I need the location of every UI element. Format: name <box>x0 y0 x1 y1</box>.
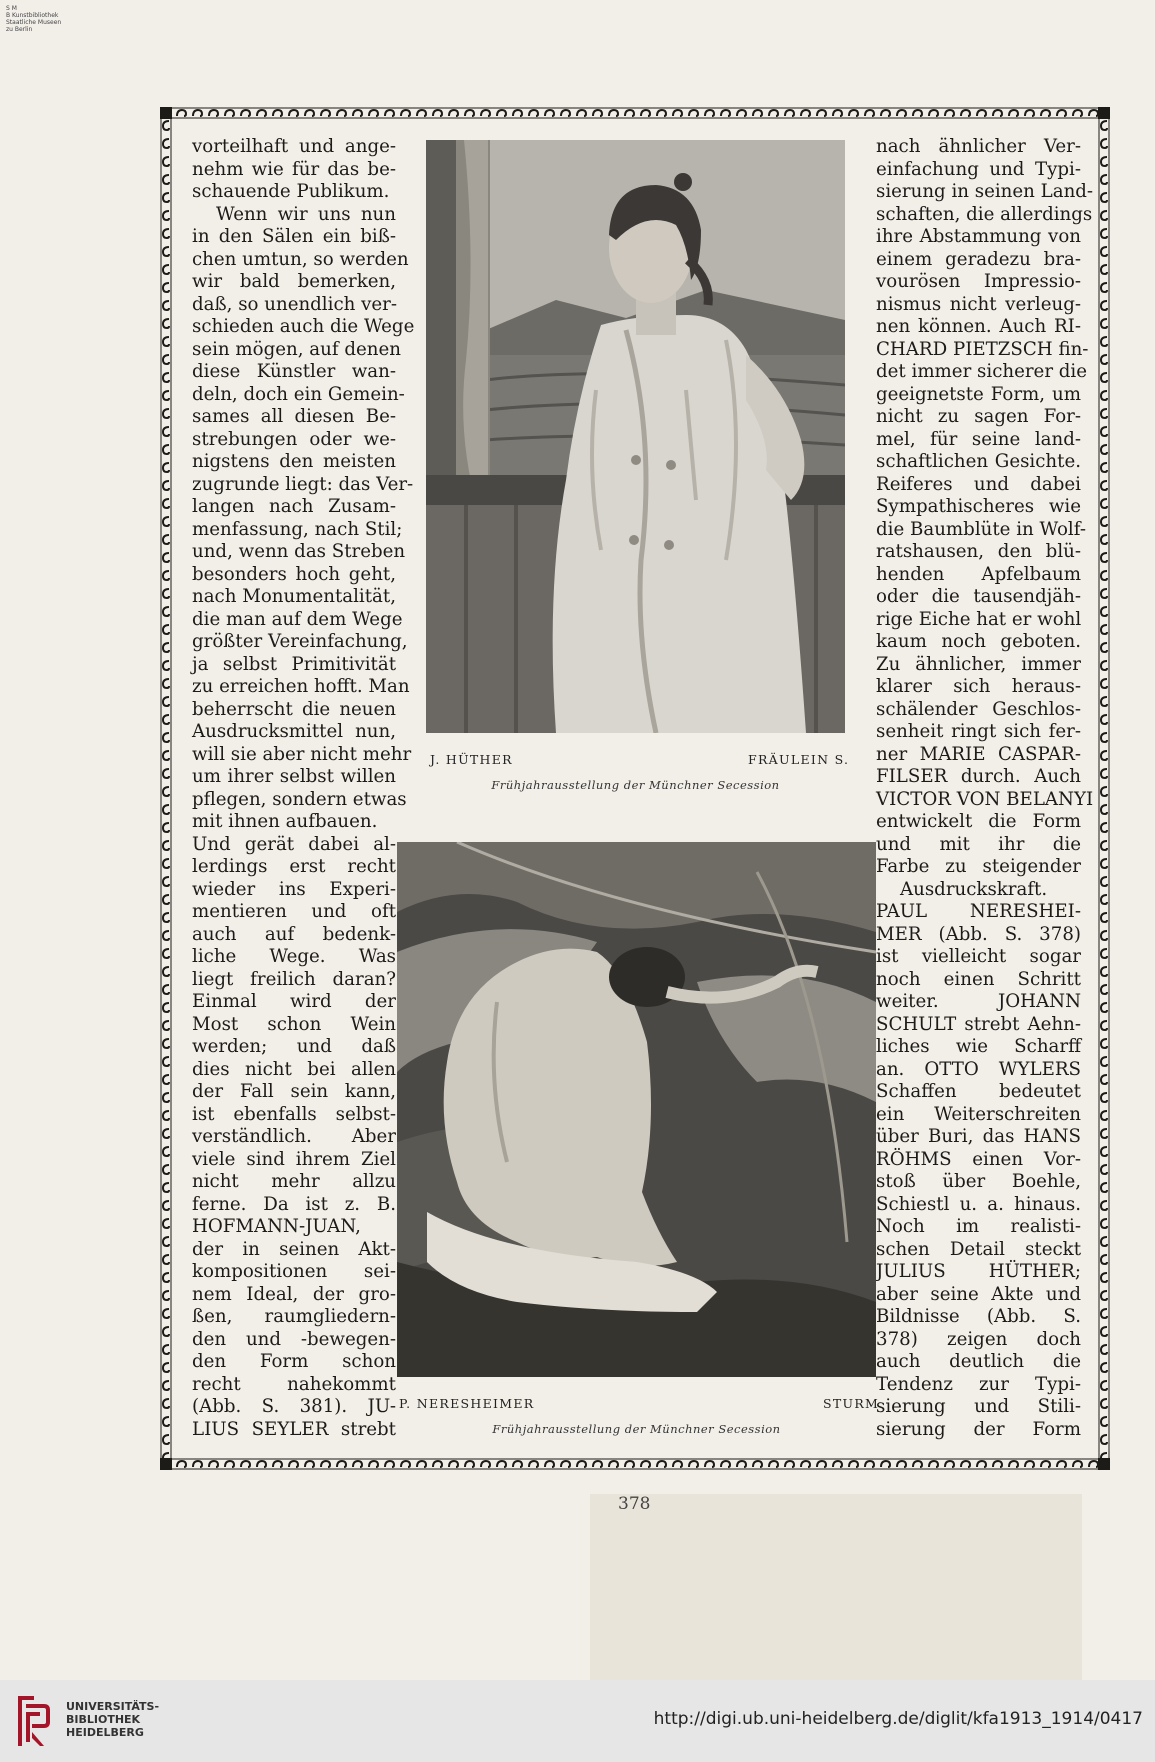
ornament-border-bottom <box>160 1458 1110 1470</box>
university-library-logo-icon <box>14 1692 54 1750</box>
text-line: über Buri, das HANS <box>876 1126 1081 1147</box>
text-line: weiter. JOHANN <box>876 991 1081 1012</box>
text-line: schaftlichen Gesichte. <box>876 451 1081 472</box>
text-line: der in seinen Akt- <box>192 1238 396 1260</box>
text-line: entwickelt die Form <box>876 811 1081 832</box>
text-line: lerdings erst recht <box>192 856 396 877</box>
text-line: einfachung und Typi- <box>876 158 1081 180</box>
text-line: sierung in seinen Land- <box>876 181 1094 202</box>
text-line: ein Weiterschreiten <box>876 1103 1081 1125</box>
text-line: klarer sich heraus- <box>876 676 1081 697</box>
footer-bar <box>0 1680 1155 1762</box>
text-column-right <box>876 136 1094 1441</box>
text-line: auch deutlich die <box>876 1351 1081 1372</box>
painting-fraeulein-s <box>426 140 845 733</box>
stamp-line: S M <box>6 5 17 12</box>
text-line: den und -bewegen- <box>192 1328 396 1350</box>
text-line: noch einen Schritt <box>876 968 1081 990</box>
text-line: zu erreichen hofft. Man <box>192 676 410 697</box>
text-line: nach ähnlicher Ver- <box>876 136 1081 157</box>
text-line: henden Apfelbaum <box>876 563 1081 585</box>
text-line: an. OTTO WYLERS <box>876 1058 1081 1080</box>
text-line: Bildnisse (Abb. S. <box>876 1306 1081 1327</box>
text-line: um ihrer selbst willen <box>192 766 396 787</box>
text-line: Und gerät dabei al- <box>192 833 396 855</box>
text-line: stoß über Boehle, <box>876 1171 1081 1192</box>
caption-exhibition: Frühjahrausstellung der Münchner Secession <box>491 778 780 792</box>
text-line: in den Sälen ein biß- <box>192 226 396 247</box>
text-line: mit ihnen aufbauen. <box>192 811 378 832</box>
text-line: oder die tausendjäh- <box>876 586 1081 607</box>
text-line: beherrscht die neuen <box>192 698 396 720</box>
text-line: nicht mehr allzu <box>192 1171 396 1192</box>
text-line: HOFMANN-JUAN, <box>192 1216 361 1237</box>
text-line: SCHULT strebt Aehn- <box>876 1013 1081 1035</box>
text-line: besonders hoch geht, <box>192 563 396 585</box>
text-line: kaum noch geboten. <box>876 631 1081 652</box>
text-line: mentieren und oft <box>192 901 396 922</box>
page-bottom-shade <box>590 1494 1082 1680</box>
text-line: FILSER durch. Auch <box>876 766 1081 787</box>
text-line: vourösen Impressio- <box>876 271 1081 292</box>
library-name <box>66 1700 159 1739</box>
text-line: wir bald bemerken, <box>192 271 396 292</box>
text-line: ratshausen, den blü- <box>876 541 1081 562</box>
text-line: schauende Publikum. <box>192 181 390 202</box>
text-line: Wenn wir uns nun <box>216 203 396 225</box>
library-name-line: UNIVERSITÄTS- <box>66 1700 160 1713</box>
library-name-line: BIBLIOTHEK <box>66 1713 141 1726</box>
caption-title: STURM <box>823 1396 880 1411</box>
text-line: nismus nicht verleug- <box>876 293 1081 315</box>
ornament-border-right <box>1098 119 1110 1458</box>
text-line: Reiferes und dabei <box>876 473 1081 495</box>
text-line: menfassung, nach Stil; <box>192 518 403 540</box>
text-line: VICTOR VON BELANYI <box>876 788 1094 810</box>
text-line: det immer sicherer die <box>876 361 1088 382</box>
text-line: recht nahekommt <box>192 1373 396 1395</box>
text-line: liches wie Scharff <box>876 1036 1081 1057</box>
text-line: rige Eiche hat er wohl <box>876 608 1082 630</box>
text-line: werden; und daß <box>192 1036 396 1057</box>
text-line: Noch im realisti- <box>876 1216 1081 1237</box>
text-line: schieden auch die Wege <box>192 316 415 337</box>
text-line: PAUL NERESHEI- <box>876 901 1081 922</box>
text-line: Farbe zu steigender <box>876 856 1081 877</box>
stamp-line: B Kunstbibliothek <box>6 12 59 19</box>
painting-sturm <box>397 842 876 1377</box>
text-line: nehm wie für das be- <box>192 158 396 180</box>
text-line: verständlich. Aber <box>192 1126 396 1147</box>
caption-title: FRÄULEIN S. <box>748 752 850 767</box>
text-line: Most schon Wein <box>192 1013 396 1035</box>
text-line: JULIUS HÜTHER; <box>876 1261 1081 1282</box>
text-line: auch auf bedenk- <box>192 923 396 945</box>
text-line: den Form schon <box>192 1351 396 1372</box>
caption-artist: J. HÜTHER <box>430 752 513 767</box>
text-line: nach Monumentalität, <box>192 586 396 607</box>
text-line: langen nach Zusam- <box>192 496 396 517</box>
text-line: ßen, raumgliedern- <box>192 1306 396 1327</box>
stamp-line: zu Berlin <box>6 26 33 33</box>
text-line: RÖHMS einen Vor- <box>876 1148 1081 1170</box>
library-name-line: HEIDELBERG <box>66 1726 144 1739</box>
text-line: und, wenn das Streben <box>192 541 406 562</box>
text-line: CHARD PIETZSCH fin- <box>876 338 1089 360</box>
text-line: Zu ähnlicher, immer <box>876 653 1081 675</box>
text-line: dies nicht bei allen <box>192 1058 396 1080</box>
text-column-left <box>192 136 415 1441</box>
text-line: nem Ideal, der gro- <box>192 1283 396 1305</box>
text-line: deln, doch ein Gemein- <box>192 383 405 405</box>
text-line: ner MARIE CASPAR- <box>876 743 1081 765</box>
text-line: strebungen oder we- <box>192 428 396 450</box>
text-line: ist vielleicht sogar <box>876 946 1081 967</box>
text-line: pflegen, sondern etwas <box>192 788 407 810</box>
text-line: liegt freilich daran? <box>192 968 396 990</box>
text-line: ihre Abstammung von <box>876 226 1081 247</box>
text-line: geeignetste Form, um <box>876 383 1081 405</box>
text-line: aber seine Akte und <box>876 1283 1081 1305</box>
text-line: nicht zu sagen For- <box>876 406 1081 427</box>
text-line: wieder ins Experi- <box>192 878 396 900</box>
text-line: chen umtun, so werden <box>192 248 409 270</box>
text-line: zugrunde liegt: das Ver- <box>192 473 414 495</box>
library-stamp <box>6 5 61 33</box>
text-line: viele sind ihrem Ziel <box>192 1148 396 1170</box>
caption-exhibition: Frühjahrausstellung der Münchner Secession <box>492 1422 781 1436</box>
text-line: liche Wege. Was <box>192 946 396 967</box>
text-line: Sympathischeres wie <box>876 496 1081 517</box>
text-line: kompositionen sei- <box>192 1261 396 1282</box>
page-number: 378 <box>618 1494 651 1514</box>
text-line: senheit ringt sich fer- <box>876 721 1081 742</box>
text-line: schälender Geschlos- <box>876 698 1081 720</box>
caption-artist: P. NERESHEIMER <box>399 1396 535 1411</box>
text-line: einem geradezu bra- <box>876 248 1081 270</box>
text-line: sierung der Form <box>876 1418 1081 1440</box>
text-line: sierung und Stili- <box>876 1396 1081 1417</box>
text-line: 378) zeigen doch <box>876 1328 1081 1350</box>
text-line: sames all diesen Be- <box>192 406 396 427</box>
text-line: und mit ihr die <box>876 833 1081 855</box>
ornament-border-top <box>160 107 1110 119</box>
text-line: nigstens den meisten <box>192 451 396 472</box>
text-line: Ausdrucksmittel nun, <box>192 721 396 742</box>
text-line: ist ebenfalls selbst- <box>192 1103 396 1125</box>
stamp-line: Staatliche Museen <box>6 19 62 26</box>
text-line: der Fall sein kann, <box>192 1081 396 1102</box>
text-line: Einmal wird der <box>192 991 396 1012</box>
text-line: schen Detail steckt <box>876 1238 1081 1260</box>
text-line: MER (Abb. S. 378) <box>876 923 1081 945</box>
text-line: ferne. Da ist z. B. <box>192 1193 396 1215</box>
text-line: ja selbst Primitivität <box>192 653 396 675</box>
text-line: LIUS SEYLER strebt <box>192 1418 396 1440</box>
text-line: die man auf dem Wege <box>192 608 403 630</box>
ornament-border-left <box>160 119 172 1458</box>
text-line: Schiestl u. a. hinaus. <box>876 1193 1081 1215</box>
text-line: diese Künstler wan- <box>192 361 396 382</box>
text-line: nen können. Auch RI- <box>876 316 1081 337</box>
text-line: schaften, die allerdings <box>876 203 1093 225</box>
text-line: größter Vereinfachung, <box>192 631 408 652</box>
text-line: (Abb. S. 381). JU- <box>192 1396 396 1417</box>
text-line: Ausdruckskraft. <box>900 878 1048 900</box>
text-line: vorteilhaft und ange- <box>192 136 396 157</box>
text-line: mel, für seine land- <box>876 428 1081 450</box>
text-line: sein mögen, auf denen <box>192 338 401 360</box>
text-line: die Baumblüte in Wolf- <box>876 518 1086 540</box>
source-url-link[interactable]: http://digi.ub.uni-heidelberg.de/diglit/kfa1913_1914/0417 <box>653 1709 1143 1729</box>
text-line: Tendenz zur Typi- <box>876 1373 1081 1395</box>
text-line: daß, so unendlich ver- <box>192 293 398 315</box>
text-line: Schaffen bedeutet <box>876 1081 1081 1102</box>
text-line: will sie aber nicht mehr <box>192 743 412 765</box>
